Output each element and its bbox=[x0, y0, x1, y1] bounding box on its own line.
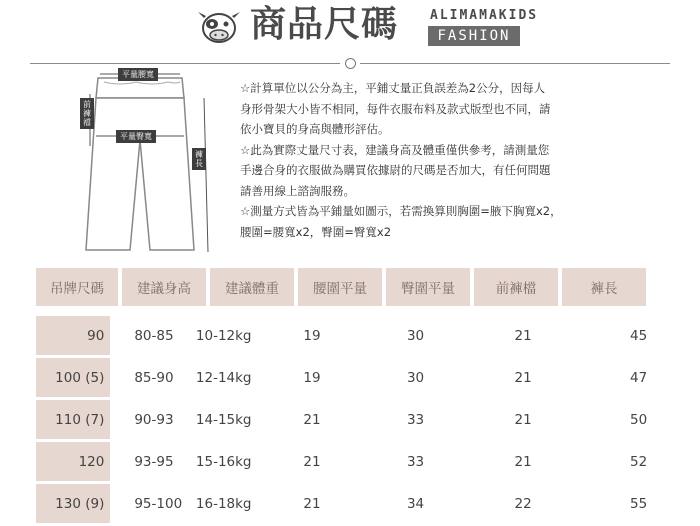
cell-height: 85-90 bbox=[134, 369, 174, 386]
label-hip: 平量臀寬 bbox=[116, 130, 156, 143]
header-length: 褲長 bbox=[562, 268, 646, 306]
cell-waist: 21 bbox=[303, 495, 321, 512]
table-header-row bbox=[36, 268, 666, 306]
table-row bbox=[36, 400, 666, 439]
fashion-tag: FASHION bbox=[428, 26, 520, 46]
note-line: 依小寶貝的身高與體形評估。 bbox=[240, 122, 390, 136]
cell-tag-size: 100 (5) bbox=[36, 358, 110, 397]
header-weight: 建議體重 bbox=[210, 268, 294, 306]
cell-hip: 30 bbox=[406, 327, 425, 344]
brand-name: ALIMAMAKIDS bbox=[430, 8, 539, 23]
cell-waist: 21 bbox=[303, 411, 321, 428]
cell-weight: 10-12kg bbox=[195, 327, 252, 344]
cell-hip: 33 bbox=[406, 411, 425, 428]
header-waist: 腰圍平量 bbox=[298, 268, 382, 306]
note-line: ☆測量方式皆為平鋪量如圖示，若需換算則胸圍=腋下胸寬x2， bbox=[240, 204, 562, 218]
note-line: 腰圍=腰寬x2，臀圍=臀寬x2 bbox=[240, 224, 392, 239]
cell-weight: 14-15kg bbox=[195, 411, 252, 428]
cell-rise: 21 bbox=[514, 327, 532, 344]
cell-hip: 30 bbox=[406, 369, 425, 386]
page-title: 商品尺碼 bbox=[250, 4, 399, 45]
cell-length: 55 bbox=[630, 495, 648, 512]
cell-weight: 12-14kg bbox=[195, 369, 252, 386]
cell-tag-size: 110 (7) bbox=[36, 400, 110, 439]
divider-left bbox=[30, 63, 340, 64]
divider-dot bbox=[345, 58, 356, 69]
label-rise: 前褲襠 bbox=[80, 98, 94, 129]
table-row bbox=[36, 316, 666, 355]
cell-waist: 19 bbox=[303, 327, 321, 344]
cell-rise: 21 bbox=[514, 369, 532, 386]
note-line: ☆計算單位以公分為主，平鋪丈量正負誤差為2公分，因每人 bbox=[240, 81, 546, 95]
cell-height: 95-100 bbox=[134, 495, 183, 512]
header-tag-size: 吊牌尺碼 bbox=[36, 268, 118, 306]
note-line: 身形骨架大小皆不相同，每件衣服布料及款式版型也不同，請 bbox=[240, 101, 551, 116]
note-line: 手邊合身的衣服做為購買依據尉的尺碼是否加大，有任何問題 bbox=[240, 163, 551, 177]
cell-weight: 15-16kg bbox=[195, 453, 252, 470]
cell-rise: 21 bbox=[514, 411, 532, 428]
page-header bbox=[0, 0, 700, 60]
cell-length: 47 bbox=[630, 369, 648, 386]
cell-hip: 33 bbox=[406, 453, 425, 470]
header-rise: 前褲檔 bbox=[474, 268, 558, 306]
cell-rise: 22 bbox=[514, 495, 532, 512]
cell-height: 80-85 bbox=[134, 327, 174, 344]
pants-measurement-figure bbox=[60, 70, 220, 260]
cow-logo-icon bbox=[196, 6, 242, 46]
cell-tag-size: 90 bbox=[36, 316, 110, 355]
cell-rise: 21 bbox=[514, 453, 532, 470]
cell-length: 52 bbox=[630, 453, 648, 470]
table-row bbox=[36, 442, 666, 481]
cell-length: 45 bbox=[630, 327, 648, 344]
cell-height: 93-95 bbox=[134, 453, 174, 470]
cell-waist: 21 bbox=[303, 453, 321, 470]
note-line: ☆此為實際丈量尺寸表，建議身高及體重僅供參考，請測量您 bbox=[240, 142, 550, 157]
cell-tag-size: 120 bbox=[36, 442, 110, 481]
cell-waist: 19 bbox=[303, 369, 321, 386]
label-length: 褲長 bbox=[192, 148, 206, 170]
table-row bbox=[36, 484, 666, 523]
header-height: 建議身高 bbox=[122, 268, 206, 306]
note-line: 請善用線上諮詢服務。 bbox=[240, 183, 355, 198]
cell-hip: 34 bbox=[406, 495, 425, 512]
size-notes bbox=[240, 78, 620, 242]
cell-weight: 16-18kg bbox=[195, 495, 252, 512]
label-waist: 平量腰寬 bbox=[118, 68, 158, 81]
cell-height: 90-93 bbox=[134, 411, 174, 428]
header-hip: 臀圍平量 bbox=[386, 268, 470, 306]
cell-tag-size: 130 (9) bbox=[36, 484, 110, 523]
divider-right bbox=[360, 63, 670, 64]
size-table bbox=[36, 268, 666, 526]
cell-length: 50 bbox=[630, 411, 648, 428]
table-row bbox=[36, 358, 666, 397]
